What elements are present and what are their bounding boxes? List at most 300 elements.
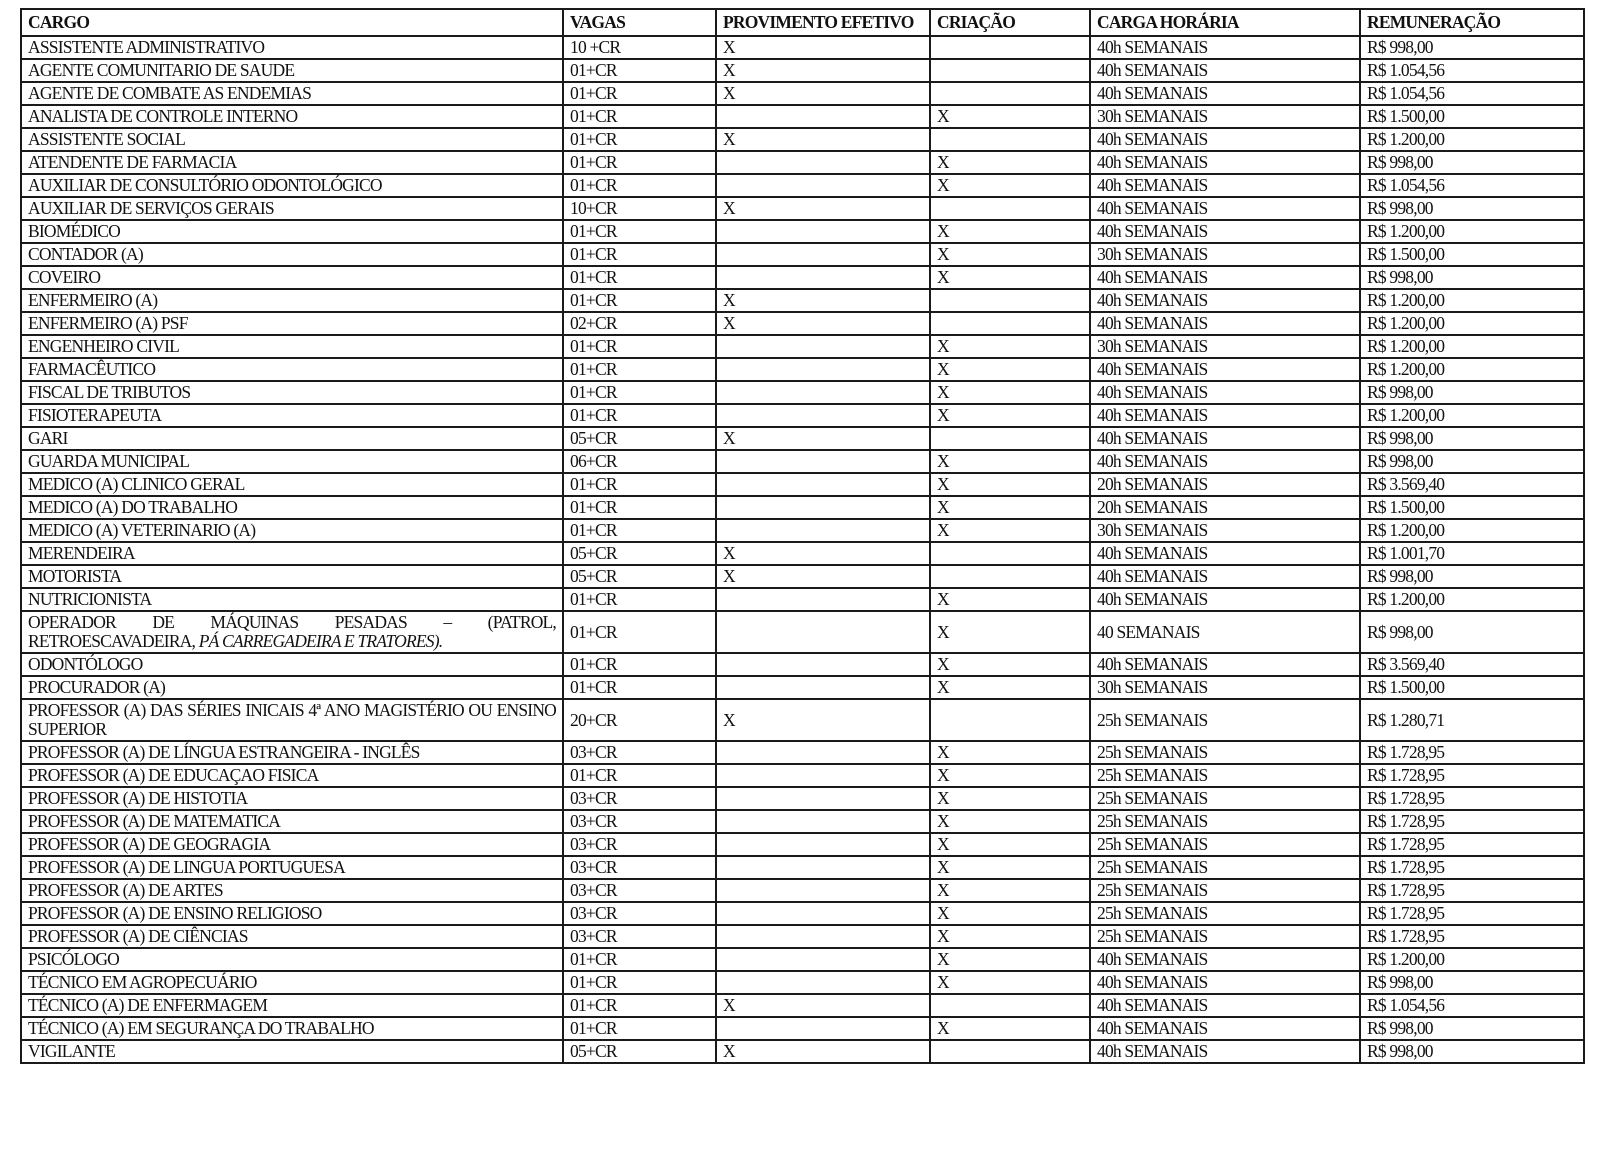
cell-carga-horaria: 40h SEMANAIS [1090, 59, 1360, 82]
cell-criacao: X [930, 519, 1090, 542]
cell-provimento-efetivo: X [716, 427, 930, 450]
cell-criacao: X [930, 404, 1090, 427]
cell-cargo: ODONTÓLOGO [21, 653, 563, 676]
cell-criacao [930, 427, 1090, 450]
cell-provimento-efetivo [716, 519, 930, 542]
cell-provimento-efetivo [716, 473, 930, 496]
cell-criacao: X [930, 611, 1090, 653]
cell-vagas: 03+CR [563, 925, 716, 948]
cell-vagas: 01+CR [563, 519, 716, 542]
cell-criacao [930, 197, 1090, 220]
cell-provimento-efetivo [716, 971, 930, 994]
cell-cargo: PROFESSOR (A) DE CIÊNCIAS [21, 925, 563, 948]
cell-criacao: X [930, 1017, 1090, 1040]
cell-carga-horaria: 20h SEMANAIS [1090, 496, 1360, 519]
cell-cargo: FISIOTERAPEUTA [21, 404, 563, 427]
cell-provimento-efetivo [716, 496, 930, 519]
cell-vagas: 01+CR [563, 151, 716, 174]
table-row [21, 764, 1584, 787]
cell-remuneracao: R$ 1.500,00 [1360, 496, 1584, 519]
cell-vagas: 01+CR [563, 174, 716, 197]
header-carga-horaria: CARGA HORÁRIA [1090, 9, 1360, 36]
cell-remuneracao: R$ 998,00 [1360, 450, 1584, 473]
cell-remuneracao: R$ 1.200,00 [1360, 358, 1584, 381]
cell-criacao [930, 565, 1090, 588]
cell-remuneracao: R$ 998,00 [1360, 151, 1584, 174]
cell-criacao [930, 36, 1090, 59]
cell-vagas: 03+CR [563, 787, 716, 810]
table-row [21, 381, 1584, 404]
cell-carga-horaria: 25h SEMANAIS [1090, 925, 1360, 948]
table-row [21, 197, 1584, 220]
cell-criacao: X [930, 810, 1090, 833]
cell-carga-horaria: 25h SEMANAIS [1090, 699, 1360, 741]
cell-vagas: 03+CR [563, 741, 716, 764]
cell-vagas: 03+CR [563, 879, 716, 902]
cell-vagas: 10 +CR [563, 36, 716, 59]
table-row [21, 542, 1584, 565]
cell-cargo: PROFESSOR (A) DE HISTOTIA [21, 787, 563, 810]
cell-criacao [930, 59, 1090, 82]
table-row [21, 653, 1584, 676]
cell-remuneracao: R$ 1.200,00 [1360, 312, 1584, 335]
cell-remuneracao: R$ 1.500,00 [1360, 243, 1584, 266]
cell-criacao: X [930, 676, 1090, 699]
cell-carga-horaria: 40h SEMANAIS [1090, 404, 1360, 427]
cell-cargo: PROFESSOR (A) DE ARTES [21, 879, 563, 902]
cell-cargo: AGENTE COMUNITARIO DE SAUDE [21, 59, 563, 82]
cell-remuneracao: R$ 1.200,00 [1360, 289, 1584, 312]
table-row [21, 220, 1584, 243]
cell-carga-horaria: 30h SEMANAIS [1090, 519, 1360, 542]
cell-provimento-efetivo [716, 676, 930, 699]
cell-vagas: 01+CR [563, 473, 716, 496]
cell-criacao: X [930, 105, 1090, 128]
cell-carga-horaria: 30h SEMANAIS [1090, 335, 1360, 358]
cell-vagas: 01+CR [563, 653, 716, 676]
cell-remuneracao: R$ 1.728,95 [1360, 833, 1584, 856]
cell-vagas: 01+CR [563, 289, 716, 312]
cell-carga-horaria: 40h SEMANAIS [1090, 358, 1360, 381]
table-row [21, 404, 1584, 427]
cell-criacao: X [930, 243, 1090, 266]
cell-criacao [930, 1040, 1090, 1063]
cell-criacao: X [930, 174, 1090, 197]
cell-carga-horaria: 40h SEMANAIS [1090, 1017, 1360, 1040]
cell-vagas: 01+CR [563, 243, 716, 266]
table-row [21, 473, 1584, 496]
cell-carga-horaria: 40h SEMANAIS [1090, 1040, 1360, 1063]
cell-cargo: COVEIRO [21, 266, 563, 289]
cell-carga-horaria: 40h SEMANAIS [1090, 588, 1360, 611]
cell-vagas: 01+CR [563, 588, 716, 611]
table-row [21, 925, 1584, 948]
cell-cargo: MEDICO (A) VETERINARIO (A) [21, 519, 563, 542]
cell-vagas: 01+CR [563, 266, 716, 289]
cell-cargo: PROCURADOR (A) [21, 676, 563, 699]
cell-carga-horaria: 40h SEMANAIS [1090, 174, 1360, 197]
positions-table [20, 8, 1585, 1064]
cell-carga-horaria: 25h SEMANAIS [1090, 741, 1360, 764]
cell-provimento-efetivo: X [716, 82, 930, 105]
table-body [21, 36, 1584, 1063]
cell-vagas: 01+CR [563, 404, 716, 427]
cell-criacao [930, 128, 1090, 151]
cell-cargo: FARMACÊUTICO [21, 358, 563, 381]
cell-remuneracao: R$ 1.728,95 [1360, 741, 1584, 764]
cell-cargo: PROFESSOR (A) DE MATEMATICA [21, 810, 563, 833]
table-row [21, 565, 1584, 588]
cell-provimento-efetivo [716, 741, 930, 764]
cell-provimento-efetivo: X [716, 59, 930, 82]
table-row [21, 1017, 1584, 1040]
cell-provimento-efetivo: X [716, 1040, 930, 1063]
cell-vagas: 01+CR [563, 971, 716, 994]
table-row [21, 611, 1584, 653]
cell-criacao: X [930, 653, 1090, 676]
cell-vagas: 02+CR [563, 312, 716, 335]
cell-cargo: PROFESSOR (A) DE LINGUA PORTUGUESA [21, 856, 563, 879]
cell-vagas: 01+CR [563, 948, 716, 971]
cell-remuneracao: R$ 1.728,95 [1360, 856, 1584, 879]
cell-cargo: PROFESSOR (A) DE LÍNGUA ESTRANGEIRA - INGLÊS [21, 741, 563, 764]
cell-vagas: 01+CR [563, 220, 716, 243]
cell-remuneracao: R$ 1.200,00 [1360, 335, 1584, 358]
cell-cargo: AUXILIAR DE CONSULTÓRIO ODONTOLÓGICO [21, 174, 563, 197]
table-row [21, 833, 1584, 856]
cell-vagas: 01+CR [563, 611, 716, 653]
cell-remuneracao: R$ 998,00 [1360, 1040, 1584, 1063]
table-row [21, 588, 1584, 611]
cargo-text: OPERADOR DE MÁQUINAS PESADAS – (PATROL, RETROESCAVADEIRA, [28, 612, 556, 651]
cell-provimento-efetivo [716, 450, 930, 473]
cell-vagas: 01+CR [563, 128, 716, 151]
cell-remuneracao: R$ 1.728,95 [1360, 879, 1584, 902]
cell-carga-horaria: 25h SEMANAIS [1090, 787, 1360, 810]
table-row [21, 358, 1584, 381]
table-row [21, 879, 1584, 902]
cell-remuneracao: R$ 1.500,00 [1360, 676, 1584, 699]
cell-cargo: MEDICO (A) DO TRABALHO [21, 496, 563, 519]
table-row [21, 994, 1584, 1017]
cell-provimento-efetivo [716, 381, 930, 404]
table-row [21, 243, 1584, 266]
cell-provimento-efetivo [716, 266, 930, 289]
cell-provimento-efetivo [716, 588, 930, 611]
cell-cargo: BIOMÉDICO [21, 220, 563, 243]
cell-cargo: GUARDA MUNICIPAL [21, 450, 563, 473]
cell-provimento-efetivo [716, 925, 930, 948]
cell-provimento-efetivo [716, 243, 930, 266]
cell-remuneracao: R$ 3.569,40 [1360, 473, 1584, 496]
cell-vagas: 05+CR [563, 1040, 716, 1063]
cell-cargo: PSICÓLOGO [21, 948, 563, 971]
cell-cargo: PROFESSOR (A) DE ENSINO RELIGIOSO [21, 902, 563, 925]
cell-remuneracao: R$ 1.200,00 [1360, 404, 1584, 427]
cell-provimento-efetivo: X [716, 542, 930, 565]
cell-vagas: 03+CR [563, 810, 716, 833]
cell-vagas: 01+CR [563, 59, 716, 82]
cell-carga-horaria: 40h SEMANAIS [1090, 971, 1360, 994]
table-row [21, 82, 1584, 105]
cell-cargo: ASSISTENTE ADMINISTRATIVO [21, 36, 563, 59]
cell-cargo: AGENTE DE COMBATE AS ENDEMIAS [21, 82, 563, 105]
cell-carga-horaria: 40h SEMANAIS [1090, 289, 1360, 312]
cell-carga-horaria: 20h SEMANAIS [1090, 473, 1360, 496]
cell-provimento-efetivo: X [716, 565, 930, 588]
cell-provimento-efetivo [716, 902, 930, 925]
cell-remuneracao: R$ 1.200,00 [1360, 128, 1584, 151]
table-row [21, 151, 1584, 174]
cell-vagas: 06+CR [563, 450, 716, 473]
cell-vagas: 01+CR [563, 676, 716, 699]
cell-vagas: 20+CR [563, 699, 716, 741]
table-row [21, 699, 1584, 741]
cell-carga-horaria: 40h SEMANAIS [1090, 82, 1360, 105]
cell-criacao: X [930, 588, 1090, 611]
cell-criacao: X [930, 787, 1090, 810]
cell-remuneracao: R$ 998,00 [1360, 427, 1584, 450]
cell-provimento-efetivo [716, 174, 930, 197]
table-row [21, 266, 1584, 289]
cell-carga-horaria: 40h SEMANAIS [1090, 128, 1360, 151]
cell-criacao: X [930, 764, 1090, 787]
cell-vagas: 01+CR [563, 496, 716, 519]
cell-carga-horaria: 40h SEMANAIS [1090, 653, 1360, 676]
cell-cargo: VIGILANTE [21, 1040, 563, 1063]
cell-vagas: 01+CR [563, 764, 716, 787]
cell-provimento-efetivo: X [716, 128, 930, 151]
cell-cargo: ASSISTENTE SOCIAL [21, 128, 563, 151]
cell-criacao: X [930, 971, 1090, 994]
cell-criacao [930, 699, 1090, 741]
cell-criacao: X [930, 450, 1090, 473]
header-criacao: CRIAÇÃO [930, 9, 1090, 36]
cell-criacao [930, 82, 1090, 105]
cell-cargo: ANALISTA DE CONTROLE INTERNO [21, 105, 563, 128]
cell-remuneracao: R$ 1.728,95 [1360, 902, 1584, 925]
cell-provimento-efetivo: X [716, 36, 930, 59]
cell-carga-horaria: 25h SEMANAIS [1090, 856, 1360, 879]
cell-carga-horaria: 40h SEMANAIS [1090, 565, 1360, 588]
cell-remuneracao: R$ 1.728,95 [1360, 764, 1584, 787]
cell-cargo: ENFERMEIRO (A) PSF [21, 312, 563, 335]
table-row [21, 810, 1584, 833]
cell-remuneracao: R$ 1.200,00 [1360, 948, 1584, 971]
cell-remuneracao: R$ 1.200,00 [1360, 519, 1584, 542]
cell-carga-horaria: 25h SEMANAIS [1090, 810, 1360, 833]
cell-carga-horaria: 30h SEMANAIS [1090, 243, 1360, 266]
cell-provimento-efetivo: X [716, 289, 930, 312]
cell-cargo: PROFESSOR (A) DE EDUCAÇAO FISICA [21, 764, 563, 787]
cell-remuneracao: R$ 1.500,00 [1360, 105, 1584, 128]
cell-criacao: X [930, 902, 1090, 925]
table-row [21, 59, 1584, 82]
cell-provimento-efetivo [716, 879, 930, 902]
cell-cargo: FISCAL DE TRIBUTOS [21, 381, 563, 404]
cell-carga-horaria: 40h SEMANAIS [1090, 948, 1360, 971]
cell-provimento-efetivo [716, 358, 930, 381]
cell-criacao: X [930, 948, 1090, 971]
cell-carga-horaria: 40h SEMANAIS [1090, 220, 1360, 243]
cell-remuneracao: R$ 998,00 [1360, 971, 1584, 994]
cell-provimento-efetivo: X [716, 994, 930, 1017]
cell-remuneracao: R$ 998,00 [1360, 565, 1584, 588]
cell-vagas: 01+CR [563, 82, 716, 105]
cell-remuneracao: R$ 998,00 [1360, 36, 1584, 59]
cell-remuneracao: R$ 1.054,56 [1360, 174, 1584, 197]
table-row [21, 676, 1584, 699]
cell-provimento-efetivo [716, 653, 930, 676]
cell-remuneracao: R$ 1.728,95 [1360, 787, 1584, 810]
cell-criacao: X [930, 358, 1090, 381]
cell-carga-horaria: 25h SEMANAIS [1090, 902, 1360, 925]
cell-criacao: X [930, 335, 1090, 358]
header-remuneracao: REMUNERAÇÃO [1360, 9, 1584, 36]
cell-remuneracao: R$ 3.569,40 [1360, 653, 1584, 676]
cell-provimento-efetivo [716, 764, 930, 787]
cell-vagas: 05+CR [563, 427, 716, 450]
cell-remuneracao: R$ 1.054,56 [1360, 59, 1584, 82]
table-row [21, 902, 1584, 925]
header-cargo: CARGO [21, 9, 563, 36]
cell-criacao: X [930, 496, 1090, 519]
cell-provimento-efetivo: X [716, 699, 930, 741]
cell-carga-horaria: 40h SEMANAIS [1090, 427, 1360, 450]
cell-cargo [21, 611, 563, 653]
cell-provimento-efetivo [716, 1017, 930, 1040]
cell-remuneracao: R$ 998,00 [1360, 381, 1584, 404]
cell-cargo: ENGENHEIRO CIVIL [21, 335, 563, 358]
cell-vagas: 01+CR [563, 105, 716, 128]
cell-carga-horaria: 40h SEMANAIS [1090, 36, 1360, 59]
table-row [21, 787, 1584, 810]
table-row [21, 948, 1584, 971]
document-page [20, 8, 1583, 1064]
cell-criacao [930, 994, 1090, 1017]
cell-remuneracao: R$ 1.200,00 [1360, 588, 1584, 611]
cell-cargo: TÉCNICO (A) EM SEGURANÇA DO TRABALHO [21, 1017, 563, 1040]
cell-cargo: TÉCNICO EM AGROPECUÁRIO [21, 971, 563, 994]
cell-remuneracao: R$ 1.200,00 [1360, 220, 1584, 243]
table-row [21, 289, 1584, 312]
cell-remuneracao: R$ 998,00 [1360, 197, 1584, 220]
cell-carga-horaria: 25h SEMANAIS [1090, 833, 1360, 856]
cell-criacao: X [930, 741, 1090, 764]
cell-vagas: 03+CR [563, 902, 716, 925]
cell-provimento-efetivo: X [716, 197, 930, 220]
cell-remuneracao: R$ 998,00 [1360, 266, 1584, 289]
cell-cargo: TÉCNICO (A) DE ENFERMAGEM [21, 994, 563, 1017]
cell-carga-horaria: 40h SEMANAIS [1090, 450, 1360, 473]
cell-criacao: X [930, 879, 1090, 902]
cell-provimento-efetivo [716, 151, 930, 174]
table-row [21, 36, 1584, 59]
cell-provimento-efetivo [716, 948, 930, 971]
cell-remuneracao: R$ 998,00 [1360, 611, 1584, 653]
cell-cargo: PROFESSOR (A) DE GEOGRAGIA [21, 833, 563, 856]
cell-provimento-efetivo [716, 856, 930, 879]
table-row [21, 741, 1584, 764]
cell-provimento-efetivo: X [716, 312, 930, 335]
table-row [21, 312, 1584, 335]
cell-carga-horaria: 25h SEMANAIS [1090, 879, 1360, 902]
cell-criacao: X [930, 833, 1090, 856]
table-header-row [21, 9, 1584, 36]
cell-provimento-efetivo [716, 787, 930, 810]
cell-vagas: 01+CR [563, 994, 716, 1017]
cell-cargo: MEDICO (A) CLINICO GERAL [21, 473, 563, 496]
header-vagas: VAGAS [563, 9, 716, 36]
cell-criacao: X [930, 266, 1090, 289]
cell-remuneracao: R$ 1.001,70 [1360, 542, 1584, 565]
cell-vagas: 01+CR [563, 335, 716, 358]
cell-provimento-efetivo [716, 810, 930, 833]
table-row [21, 519, 1584, 542]
cell-carga-horaria: 40h SEMANAIS [1090, 151, 1360, 174]
cell-provimento-efetivo [716, 220, 930, 243]
cell-carga-horaria: 40 SEMANAIS [1090, 611, 1360, 653]
cell-carga-horaria: 40h SEMANAIS [1090, 542, 1360, 565]
cell-carga-horaria: 40h SEMANAIS [1090, 312, 1360, 335]
cell-vagas: 01+CR [563, 358, 716, 381]
cell-remuneracao: R$ 1.728,95 [1360, 810, 1584, 833]
cell-criacao: X [930, 856, 1090, 879]
cell-remuneracao: R$ 1.054,56 [1360, 994, 1584, 1017]
cell-carga-horaria: 40h SEMANAIS [1090, 197, 1360, 220]
cell-criacao: X [930, 151, 1090, 174]
table-row [21, 174, 1584, 197]
cell-remuneracao: R$ 1.728,95 [1360, 925, 1584, 948]
cell-cargo: ATENDENTE DE FARMACIA [21, 151, 563, 174]
cell-vagas: 10+CR [563, 197, 716, 220]
cell-provimento-efetivo [716, 105, 930, 128]
cell-vagas: 01+CR [563, 381, 716, 404]
cell-vagas: 03+CR [563, 833, 716, 856]
cell-remuneracao: R$ 1.280,71 [1360, 699, 1584, 741]
cell-carga-horaria: 40h SEMANAIS [1090, 994, 1360, 1017]
cell-carga-horaria: 30h SEMANAIS [1090, 105, 1360, 128]
table-row [21, 105, 1584, 128]
cell-vagas: 01+CR [563, 1017, 716, 1040]
cargo-italic-text: PÁ CARREGADEIRA E TRATORES). [198, 631, 443, 651]
cell-provimento-efetivo [716, 404, 930, 427]
table-row [21, 335, 1584, 358]
cell-carga-horaria: 40h SEMANAIS [1090, 266, 1360, 289]
cell-criacao [930, 542, 1090, 565]
cell-cargo: ENFERMEIRO (A) [21, 289, 563, 312]
cell-carga-horaria: 30h SEMANAIS [1090, 676, 1360, 699]
cell-cargo: CONTADOR (A) [21, 243, 563, 266]
cell-vagas: 03+CR [563, 856, 716, 879]
cell-provimento-efetivo [716, 833, 930, 856]
cell-provimento-efetivo [716, 611, 930, 653]
cell-cargo: MOTORISTA [21, 565, 563, 588]
cell-provimento-efetivo [716, 335, 930, 358]
cell-vagas: 05+CR [563, 565, 716, 588]
table-row [21, 856, 1584, 879]
cell-cargo: GARI [21, 427, 563, 450]
cell-cargo: AUXILIAR DE SERVIÇOS GERAIS [21, 197, 563, 220]
cell-criacao: X [930, 381, 1090, 404]
table-row [21, 450, 1584, 473]
table-row [21, 427, 1584, 450]
cell-remuneracao: R$ 998,00 [1360, 1017, 1584, 1040]
cell-cargo: NUTRICIONISTA [21, 588, 563, 611]
cell-criacao: X [930, 473, 1090, 496]
cell-cargo: MERENDEIRA [21, 542, 563, 565]
cell-criacao [930, 312, 1090, 335]
